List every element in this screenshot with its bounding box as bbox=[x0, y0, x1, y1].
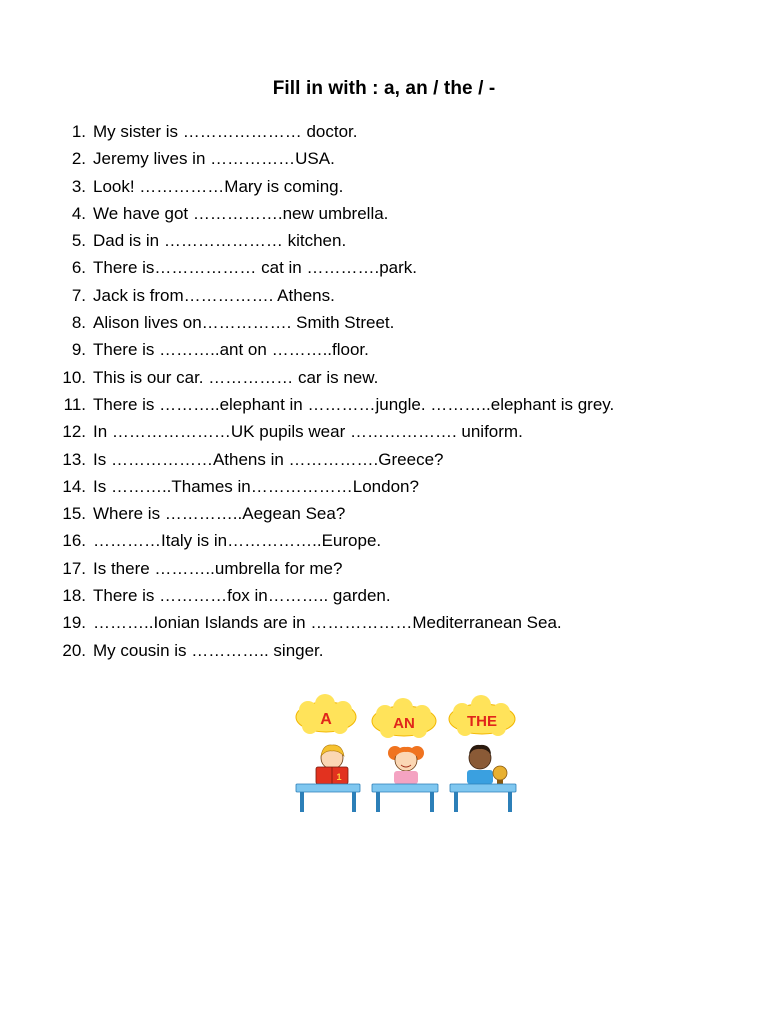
item-number: 10. bbox=[62, 367, 86, 387]
item-text: In …………………UK pupils wear ………………. uniform. bbox=[93, 422, 523, 442]
list-item bbox=[60, 582, 614, 609]
list-item bbox=[60, 309, 614, 336]
item-text: There is ………..elephant in …………jungle. ………..elephant is grey. bbox=[93, 394, 615, 414]
item-text: We have got …………….new umbrella. bbox=[93, 203, 389, 223]
list-item bbox=[60, 391, 614, 418]
item-number: 2. bbox=[71, 149, 86, 169]
item-text: My sister is ………………… doctor. bbox=[93, 122, 358, 141]
item-number: 5. bbox=[71, 231, 86, 251]
list-item bbox=[60, 118, 614, 145]
item-number: 7. bbox=[71, 285, 86, 305]
kid-girl bbox=[388, 746, 424, 784]
list-item bbox=[60, 609, 614, 636]
list-item bbox=[60, 227, 614, 254]
item-number: 9. bbox=[71, 340, 86, 360]
item-number: 20. bbox=[62, 640, 86, 660]
item-number: 14. bbox=[62, 476, 86, 496]
list-item bbox=[60, 200, 614, 227]
item-number: 18. bbox=[62, 586, 86, 606]
list-item bbox=[60, 145, 614, 172]
kid-boy-globe bbox=[467, 745, 507, 784]
item-text: This is our car. …………… car is new. bbox=[93, 367, 379, 387]
list-item bbox=[60, 254, 614, 281]
item-number: 16. bbox=[62, 531, 86, 551]
item-text: Jeremy lives in ……………USA. bbox=[93, 149, 335, 169]
cloud-an bbox=[372, 698, 436, 738]
item-text: Where is …………..Aegean Sea? bbox=[93, 504, 346, 524]
item-text: Alison lives on……………. Smith Street. bbox=[93, 313, 395, 333]
item-text: Jack is from……………. Athens. bbox=[93, 285, 335, 305]
cloud-a bbox=[296, 694, 356, 734]
item-number: 11. bbox=[63, 394, 86, 414]
item-text: There is ………..ant on ………..floor. bbox=[93, 340, 369, 360]
item-number: 1. bbox=[71, 122, 86, 141]
list-item bbox=[60, 473, 614, 500]
item-number: 15. bbox=[62, 504, 86, 524]
list-item bbox=[60, 418, 614, 445]
item-text: Is there ………..umbrella for me? bbox=[93, 558, 343, 578]
cloud-the bbox=[449, 695, 515, 736]
item-text: There is …………fox in……….. garden. bbox=[93, 586, 391, 606]
svg-text:1: 1 bbox=[336, 772, 342, 782]
item-number: 13. bbox=[62, 449, 86, 469]
item-text: Is ………..Thames in………………London? bbox=[93, 476, 419, 496]
cloud-label: THE bbox=[467, 713, 497, 730]
item-text: Dad is in ………………… kitchen. bbox=[93, 231, 347, 251]
item-text: My cousin is ………….. singer. bbox=[93, 640, 324, 660]
item-number: 6. bbox=[71, 258, 86, 278]
list-item bbox=[60, 555, 614, 582]
kids-at-desks-illustration bbox=[288, 690, 524, 814]
item-number: 17. bbox=[62, 558, 86, 578]
item-number: 8. bbox=[71, 313, 86, 333]
cloud-label: AN bbox=[393, 715, 415, 732]
list-item bbox=[60, 364, 614, 391]
item-number: 3. bbox=[71, 176, 86, 196]
page-title: Fill in with : a, an / the / - bbox=[272, 78, 496, 99]
list-item bbox=[60, 500, 614, 527]
item-text: Look! ……………Mary is coming. bbox=[93, 176, 344, 196]
item-number: 4. bbox=[71, 203, 86, 223]
item-number: 12. bbox=[62, 422, 86, 442]
item-text: ………..Ionian Islands are in ………………Mediterranean Sea. bbox=[93, 613, 562, 633]
list-item bbox=[60, 282, 614, 309]
item-text: Is ………………Athens in …………….Greece? bbox=[93, 449, 444, 469]
item-number: 19. bbox=[62, 613, 86, 633]
exercise-list bbox=[60, 118, 614, 664]
item-text: …………Italy is in……………..Europe. bbox=[93, 531, 382, 551]
list-item bbox=[60, 173, 614, 200]
desks bbox=[296, 784, 516, 812]
list-item bbox=[60, 336, 614, 363]
list-item bbox=[60, 446, 614, 473]
list-item bbox=[60, 637, 614, 664]
item-text: There is……………… cat in ………….park. bbox=[93, 258, 418, 278]
kid-reading bbox=[316, 745, 348, 784]
cloud-label: A bbox=[320, 711, 332, 728]
list-item bbox=[60, 527, 614, 554]
